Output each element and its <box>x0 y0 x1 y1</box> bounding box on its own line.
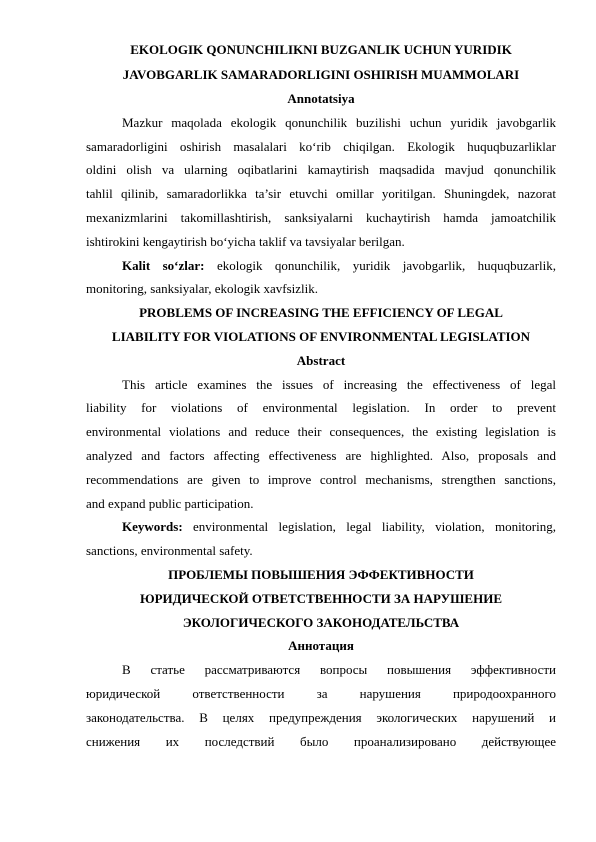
en-keywords-label: Keywords: <box>122 519 183 535</box>
ru-title <box>86 563 556 634</box>
uz-abstract-line: oldini olish va ularning oqibatlarini kamaytirish maqsadida mavjud qonunchilik <box>86 162 556 178</box>
en-abstract-line: analyzed and factors affecting effectiveness are highlighted. Also, proposals and <box>86 447 556 463</box>
uz-abstract-line: tahlil qilinib, samaradorlikka ta’sir etuvchi omillar yoritilgan. Shuningdek, nazorat <box>86 186 556 202</box>
en-title-line: PROBLEMS OF INCREASING THE EFFICIENCY OF LEGAL <box>139 305 503 321</box>
en-keywords-line: sanctions, environmental safety. <box>86 543 253 559</box>
uz-keywords-text: ekologik qonunchilik, yuridik javobgarlik, huquqbuzarlik, <box>204 257 556 273</box>
en-abstract <box>86 373 556 516</box>
en-keywords <box>86 515 556 563</box>
en-abstract-line: liability for violations of environmental legislation. In order to prevent <box>86 400 556 416</box>
en-abstract-line: This article examines the issues of increasing the effectiveness of legal <box>122 376 556 392</box>
ru-title-line: ЮРИДИЧЕСКОЙ ОТВЕТСТВЕННОСТИ ЗА НАРУШЕНИЕ <box>139 590 503 606</box>
en-keywords-line <box>86 515 556 539</box>
uz-keywords-line <box>86 254 556 278</box>
en-abstract-line: recommendations are given to improve control mechanisms, strengthen sanctions, <box>86 471 556 487</box>
uz-abstract-line: ishtirokini kengaytirish bo‘yicha taklif va tavsiyalar berilgan. <box>86 233 405 249</box>
uz-abstract-heading: Annotatsiya <box>287 91 355 106</box>
en-title <box>86 301 556 349</box>
ru-title-line: ПРОБЛЕМЫ ПОВЫШЕНИЯ ЭФФЕКТИВНОСТИ <box>168 566 474 582</box>
uz-abstract-line: mexanizmlarini takomillashtirish, sanksiyalarni kuchaytirish hamda jamoatchilik <box>86 209 556 225</box>
ru-abstract-line: законодательства. В целях предупреждения экологических нарушений и <box>86 709 556 725</box>
ru-abstract-line: юридической ответственности за нарушения природоохранного <box>86 685 556 701</box>
en-title-line: LIABILITY FOR VIOLATIONS OF ENVIRONMENTAL LEGISLATION <box>111 328 531 344</box>
ru-abstract-line: В статье рассматриваются вопросы повышения эффективности <box>122 662 556 678</box>
uz-keywords-line: monitoring, sanksiyalar, ekologik xavfsizlik. <box>86 281 318 297</box>
ru-abstract <box>86 658 556 753</box>
en-abstract-line: and expand public participation. <box>86 495 254 511</box>
uz-abstract-line: Mazkur maqolada ekologik qonunchilik buzilishi uchun yuridik javobgarlik <box>122 114 556 130</box>
uz-keywords-label: Kalit so‘zlar: <box>122 257 205 273</box>
en-keywords-text: environmental legislation, legal liability, violation, monitoring, <box>182 519 556 535</box>
uz-keywords <box>86 254 556 302</box>
en-abstract-line: environmental violations and reduce their consequences, the existing legislation is <box>86 424 556 440</box>
uz-abstract <box>86 111 556 254</box>
uz-title-line: EKOLOGIK QONUNCHILIKNI BUZGANLIK UCHUN YURIDIK <box>130 42 512 57</box>
ru-abstract-heading: Аннотация <box>288 638 354 654</box>
en-abstract-heading: Abstract <box>296 352 346 368</box>
uz-title-line: JAVOBGARLIK SAMARADORLIGINI OSHIRISH MUAMMOLARI <box>122 66 520 82</box>
uz-abstract-line: samaradorligini oshirish masalalari ko‘rib chiqilgan. Ekologik huquqbuzarliklar <box>86 138 556 154</box>
ru-abstract-line: снижения их последствий было проанализировано действующее <box>86 733 556 749</box>
document-page <box>86 38 556 753</box>
uz-title <box>86 38 556 87</box>
ru-title-line: ЭКОЛОГИЧЕСКОГО ЗАКОНОДАТЕЛЬСТВА <box>182 614 460 630</box>
